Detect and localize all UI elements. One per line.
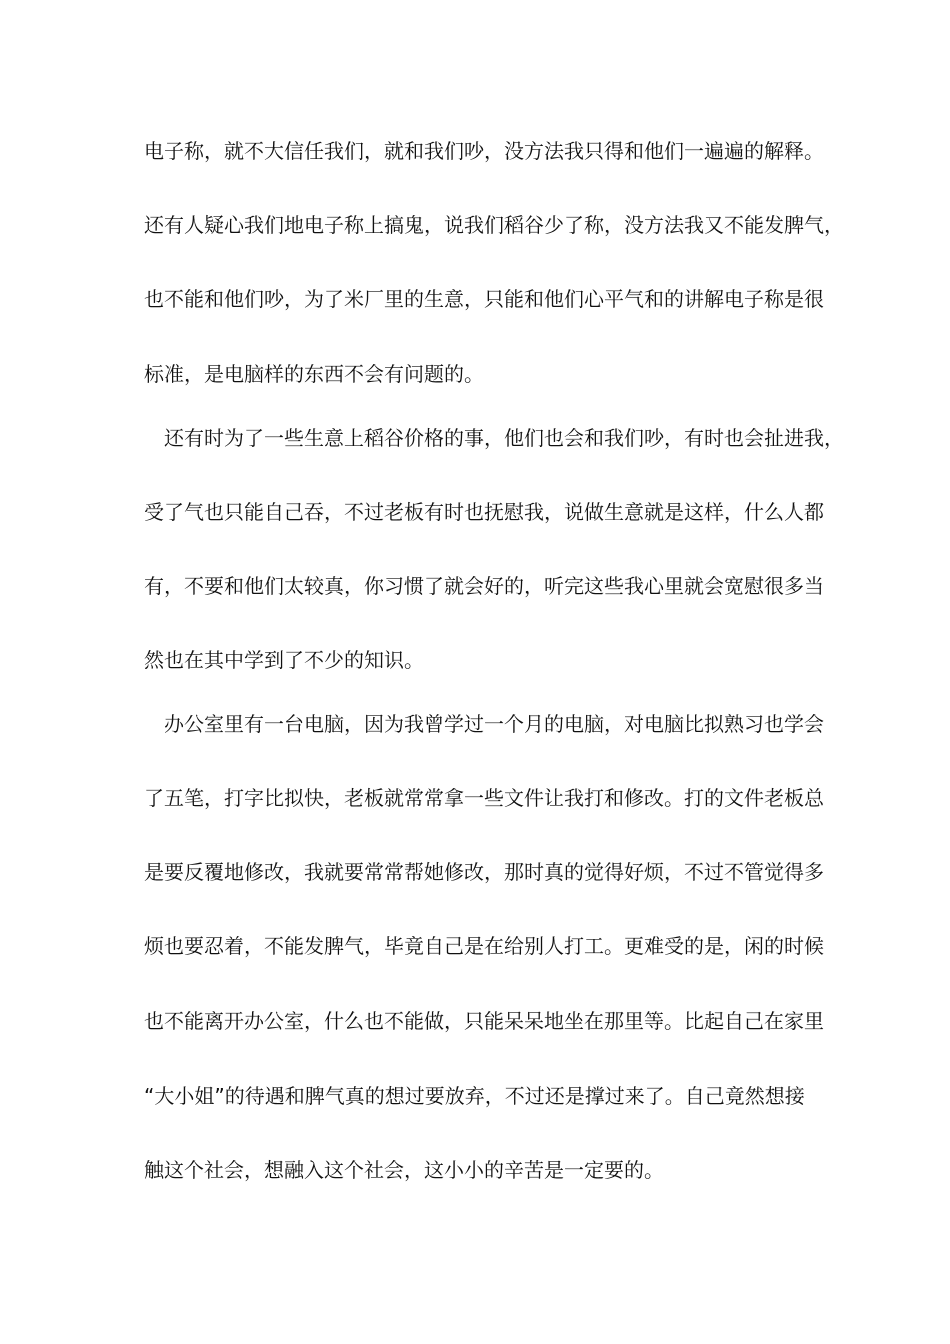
text-line: 也不能离开办公室，什么也不能做，只能呆呆地坐在那里等。比起自己在家里 xyxy=(144,1009,824,1033)
text-line: 然也在其中学到了不少的知识。 xyxy=(144,648,424,672)
text-line: 也不能和他们吵，为了米厂里的生意，只能和他们心平气和的讲解电子称是很 xyxy=(144,287,824,311)
text-line: 办公室里有一台电脑，因为我曾学过一个月的电脑，对电脑比拟熟习也学会 xyxy=(144,712,824,736)
text-line: 还有时为了一些生意上稻谷价格的事，他们也会和我们吵，有时也会扯进我， xyxy=(144,426,844,450)
text-line: 烦也要忍着，不能发脾气，毕竟自己是在给别人打工。更难受的是，闲的时候 xyxy=(144,934,824,958)
text-line: “大小姐”的待遇和脾气真的想过要放弃，不过还是撑过来了。自己竟然想接 xyxy=(144,1084,805,1108)
text-line: 还有人疑心我们地电子称上搞鬼，说我们稻谷少了称，没方法我又不能发脾气， xyxy=(144,213,844,237)
text-line: 触这个社会，想融入这个社会，这小小的辛苦是一定要的。 xyxy=(144,1158,664,1182)
text-line: 了五笔，打字比拟快，老板就常常拿一些文件让我打和修改。打的文件老板总 xyxy=(144,786,824,810)
text-line: 受了气也只能自己吞，不过老板有时也抚慰我，说做生意就是这样，什么人都 xyxy=(144,500,824,524)
text-line: 标准，是电脑样的东西不会有问题的。 xyxy=(144,362,484,386)
text-line: 电子称，就不大信任我们，就和我们吵，没方法我只得和他们一遍遍的解释。 xyxy=(144,139,824,163)
text-line: 有，不要和他们太较真，你习惯了就会好的，听完这些我心里就会宽慰很多当 xyxy=(144,574,824,598)
text-line: 是要反覆地修改，我就要常常帮她修改，那时真的觉得好烦，不过不管觉得多 xyxy=(144,860,824,884)
